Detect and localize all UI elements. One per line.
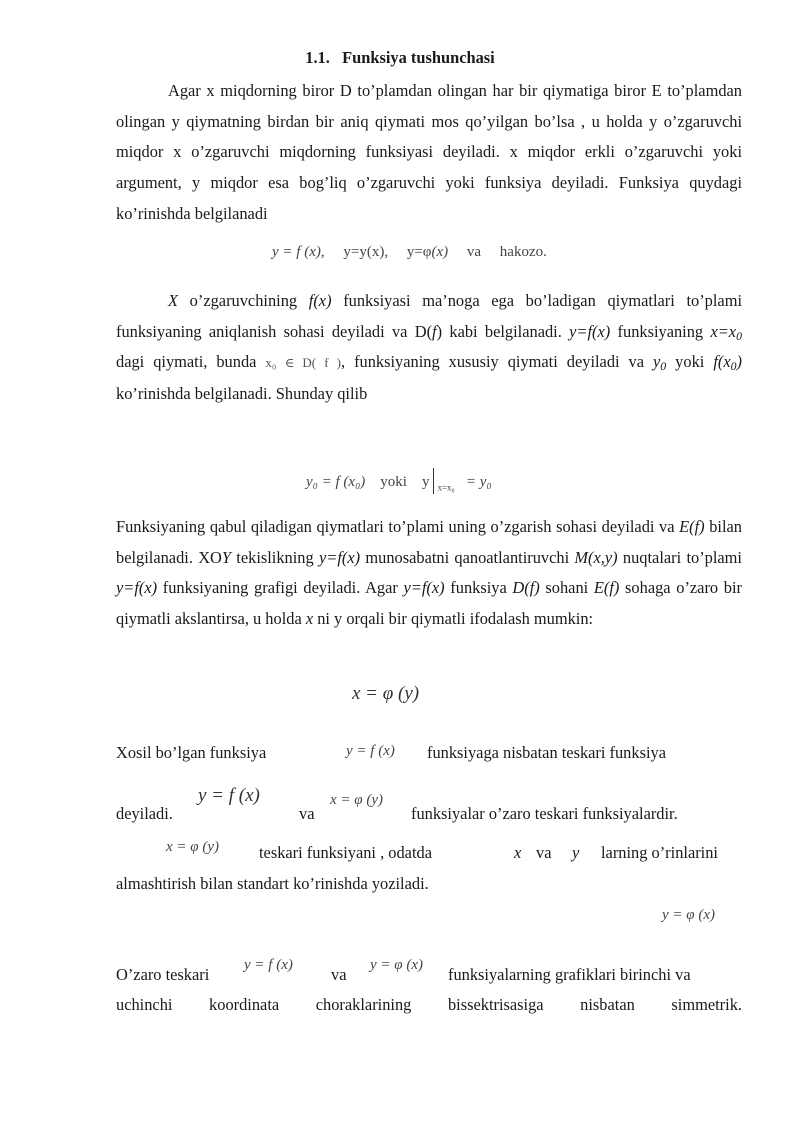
formula-x-phi-y-inline-2: x = φ (y) <box>166 839 219 855</box>
formula-va: va <box>466 244 482 260</box>
paragraph-definition: Agar x miqdorning biror D to’plamdan olingan har bir qiymatiga biror E to’plamdan olingan y qiymatning birdan bir aniq qiymati mos qo’yilgan bo’lsa , u holda y o’zgaruvchi miqdor x o’zgaruvchi miqdorning funksiyasi deyiladi. x miqdor erkli o’zgaruvchi yoki argument, y miqdor esa bog’liq o’zgaruvchi yoki funksiya deyiladi. Funksiya quydagi ko’rinishda belgilanadi <box>116 81 742 223</box>
formula-y-phi: y=φ(x) <box>406 244 449 260</box>
formula-notation <box>272 244 547 261</box>
formula-particular-value: y₀ = f (x₀) yoki y $_{x=x_0}$ = y₀ <box>306 468 492 494</box>
formula-y-phi-x: y = φ (x) <box>662 907 715 923</box>
formula-y-f-x-large: y = f (x) <box>198 785 260 806</box>
formula-y-f-x-inline: y = f (x) <box>346 743 395 759</box>
paragraph-inverse-line-1: Xosil bo’lgan funksiya y = f (x) funksiyaga nisbatan teskari funksiya <box>116 738 742 768</box>
section-number: 1.1. <box>305 48 330 67</box>
section-heading <box>0 48 800 68</box>
inline-formula-x0-in-D: x₀ ∈ D( f ) <box>265 355 341 371</box>
formula-y-f-x: y = f (x), <box>272 244 325 260</box>
formula-hakozo: hakozo. <box>499 244 547 260</box>
formula-y0-f-x0: y₀ = f (x₀) <box>306 474 366 490</box>
formula-yoki: yoki <box>380 474 407 490</box>
formula-y-f-x-inline-3: y = f (x) <box>244 957 293 973</box>
formula-y-phi-x-inline: y = φ (x) <box>370 957 423 973</box>
paragraph-symmetry-line-2: uchinchi koordinata choraklarining bissektrisasiga nisbatan simmetrik. <box>116 995 742 1014</box>
formula-inverse-x-phi-y: x = φ (y) <box>352 683 420 704</box>
formula-y-y: y=y(x), <box>343 244 389 260</box>
document-page: 1.1. Funksiya tushunchasi Agar x miqdorning biror D to’plamdan olingan har bir qiymatiga biror E to’plamdan olingan y qiymatning birdan bir aniq qiymati mos qo’yilgan bo’lsa , u holda y o’zgaruvchi miqdor x o’zgaruvchi miqdorning funksiyasi deyiladi. x miqdor erkli o’zgaruvchi yoki argument, y miqdor esa bog’liq o’zgaruvchi yoki funksiya deyiladi. Funksiya quydagi ko’rinishda belgilanadi y = f (x), y=y(x), y=φ(x) va hakozo. X o’zgaruvchining f(x) funksiyasi ma’noga ega bo’ladigan qiymatlari to’plami funksiyaning aniqlanish sohasi deyiladi va D(f) kabi belgilanadi. y=f(x) funksiyaning $x=x_0$ dagi qiymati, bunda x₀ ∈ D( f ), funksiyaning xususiy qiymati deyiladi va $y_0$ yoki $f(x_0)$ ko’rinishda belgilanadi. Shunday qilib y₀ = f (x₀) yoki y $_{x=x_0}$ = y₀ Funksiyaning qabul qiladigan qiymatlari to’plami uning o’zgarish sohasi deyiladi va E(f) bilan belgilanadi. XOY tekislikning y=f(x) munosabatni qanoatlantiruvchi M(x,y) nuqtalari to’plami y=f(x) funksiyaning grafigi deyiladi. Agar y=f(x) funksiya D(f) sohani E(f) sohaga o’zaro bir qiymatli akslantirsa, u holda x ni y orqali bir qiymatli ifodalash mumkin: x = φ (y) Xosil bo’lgan funksiya y = f (x) funksiyaga nisbatan teskari funksiya deyiladi. y = f (x) va x = φ (y) funksiyalar o’zaro teskari funksiyalardir. x = φ (y) teskari funksiyani , odatda x va y larning o’rinlarini almashtirish bilan standart ko’rinishda yoziladi. y = φ (x) O’zaro teskari y = f (x) va y = φ (x) funksiyalarning grafiklari birinchi va uchinchi koordinata choraklarining bissektrisasiga nisbatan simmetrik. <box>0 0 800 1131</box>
section-title: Funksiya tushunchasi <box>342 48 495 67</box>
formula-x-phi-y-inline: x = φ (y) <box>330 792 383 808</box>
evaluation-bar <box>433 468 434 494</box>
paragraph-range-graph: Funksiyaning qabul qiladigan qiymatlari to’plami uning o’zgarish sohasi deyiladi va E(f) bilan belgilanadi. XOY tekislikning y=f(x) munosabatni qanoatlantiruvchi M(x,y) nuqtalari to’plami y=f(x) funksiyaning grafigi deyiladi. Agar y=f(x) funksiya D(f) sohani E(f) sohaga o’zaro bir qiymatli akslantirsa, u holda x ni y orqali bir qiymatli ifodalash mumkin: <box>116 517 743 629</box>
paragraph-inverse-line-4: almashtirish bilan standart ko’rinishda yoziladi. <box>116 874 429 893</box>
paragraph-domain: X o’zgaruvchining f(x) funksiyasi ma’noga ega bo’ladigan qiymatlari to’plami funksiyaning aniqlanish sohasi deyiladi va D(f) kabi belgilanadi. y=f(x) funksiyaning $x=x_0$ dagi qiymati, bunda x₀ ∈ D( f ), funksiyaning xususiy qiymati deyiladi va $y_0$ yoki $f(x_0)$ ko’rinishda belgilanadi. Shunday qilib <box>116 291 743 404</box>
